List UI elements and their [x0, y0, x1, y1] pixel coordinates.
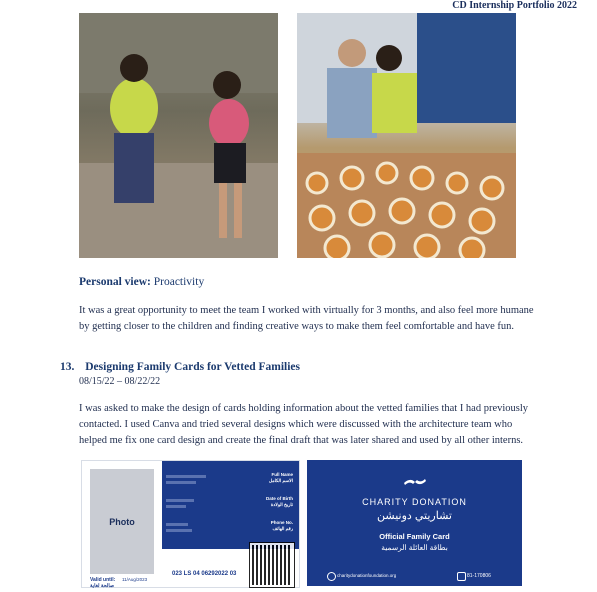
card-phone: 81-170806: [467, 573, 491, 579]
org-name-ar: تشاريتي دونيشن: [377, 510, 452, 522]
paragraph-card-design: I was asked to make the design of cards holding information about the vetted families that I had previously contacted. I used Canva and tried several designs which were discussed with the architecture team who helped me fix one card design and create the final draft that was later shared and used by all other interns.: [79, 403, 529, 446]
globe-icon: [327, 572, 336, 581]
card-dob-label-ar: تاريخ الولادة: [270, 502, 293, 507]
card-number: 023 LS 04 06292022 03: [172, 571, 237, 577]
card-dob-line: [166, 505, 186, 508]
section-number: 13.: [60, 361, 75, 373]
personal-view-value: Proactivity: [153, 276, 205, 288]
card-phone-line: [166, 529, 192, 532]
org-name-en: CHARITY DONATION: [362, 497, 467, 507]
card-dob-line: [166, 499, 194, 502]
page-header: CD Internship Portfolio 2022: [452, 0, 577, 11]
card-valid-until-label: Valid until:: [90, 577, 116, 583]
paragraph-team-meeting: It was a great opportunity to meet the team I worked with virtually for 3 months, and also feel more humane by getting closer to the children and finding creative ways to make them feel comfortable and have fun.: [79, 305, 534, 332]
charity-hands-logo-icon: [403, 474, 427, 490]
family-card-back: [307, 460, 522, 586]
card-title-en: Official Family Card: [379, 532, 450, 541]
card-phone-label: Phone No.: [270, 520, 293, 525]
card-dob-label: Date of Birth: [266, 496, 293, 501]
card-phone-label-ar: رقم الهاتف: [272, 526, 293, 531]
card-full-name-label: Full Name: [271, 472, 293, 477]
phone-icon: [457, 572, 466, 581]
card-phone-line: [166, 523, 188, 526]
card-valid-until-label-ar: صالحة لغاية: [90, 583, 115, 589]
personal-view-line: [79, 276, 204, 288]
card-full-name-label-ar: الاسم الكامل: [268, 478, 293, 483]
personal-view-label: Personal view:: [79, 276, 151, 288]
card-title-ar: بطاقة العائلة الرسمية: [381, 543, 448, 552]
card-name-line: [166, 475, 206, 478]
card-photo-placeholder: Photo: [90, 469, 154, 574]
section-heading: [60, 361, 300, 373]
card-name-line: [166, 481, 196, 484]
photo-dancing-with-child: [79, 13, 278, 258]
card-valid-date: 11/Aug/2023: [122, 577, 148, 582]
card-website: charitydonationfoundation.org: [337, 573, 397, 578]
section-title: Designing Family Cards for Vetted Families: [85, 361, 301, 373]
photo-food-table: [297, 13, 516, 258]
section-dates: 08/15/22 – 08/22/22: [79, 376, 161, 387]
qr-code-icon: [250, 543, 294, 587]
card-valid-until: [90, 577, 115, 589]
family-card-front: [81, 460, 300, 588]
